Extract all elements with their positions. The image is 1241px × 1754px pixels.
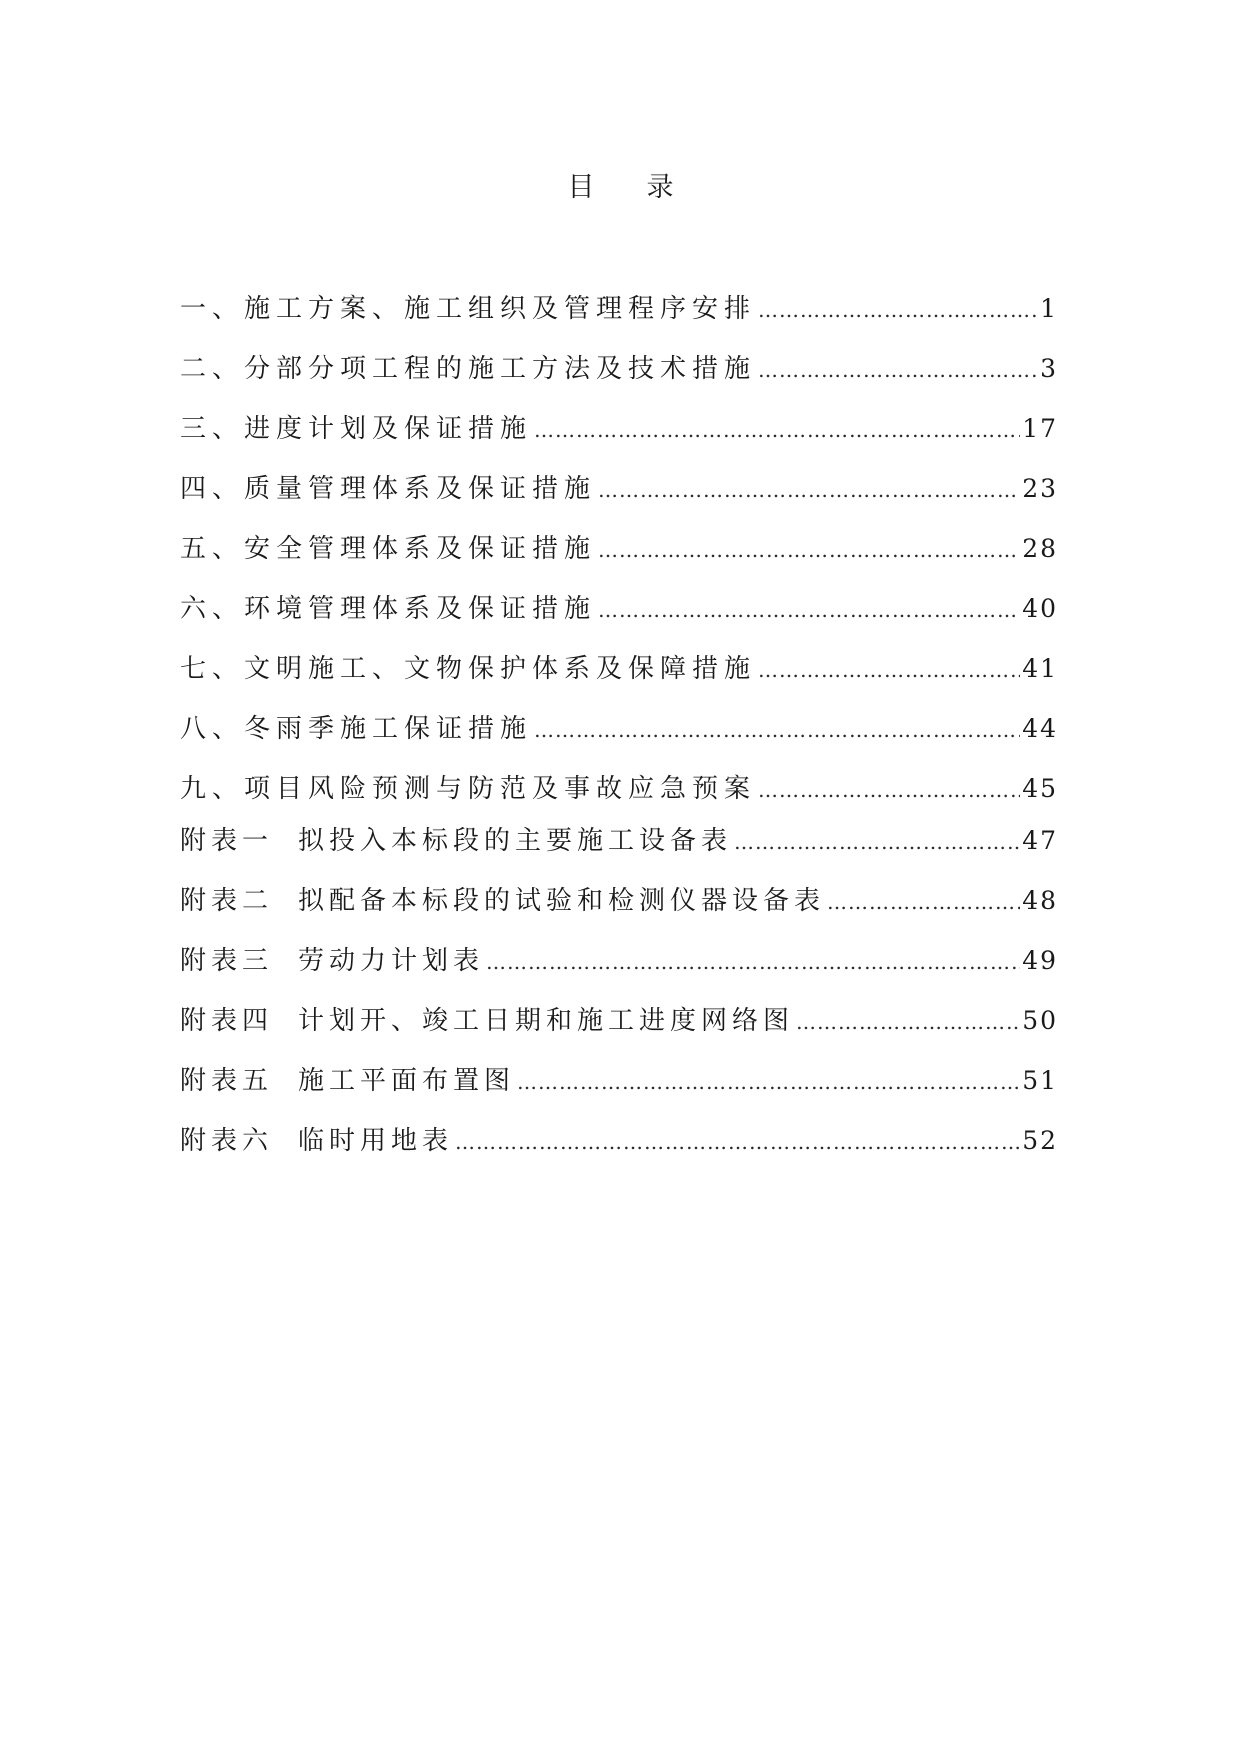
appendix-label: 附表五 [180, 1066, 274, 1096]
toc-entry-title: 项目风险预测与防范及事故应急预案 [244, 774, 757, 804]
toc-entry-page: 45 [1022, 774, 1058, 803]
dot-leader [598, 471, 1020, 509]
toc-entry-page: 41 [1022, 654, 1058, 683]
appendix-title: 拟配备本标段的试验和检测仪器设备表 [298, 886, 826, 916]
toc-entry-page: 40 [1022, 594, 1058, 623]
dot-leader [534, 711, 1020, 749]
dot-leader [734, 823, 1020, 861]
toc-entry-3[interactable] [180, 410, 1058, 470]
toc-entry-title: 施工方案、施工组织及管理程序安排 [244, 294, 757, 324]
table-of-contents [180, 290, 1058, 1182]
dot-leader [758, 651, 1020, 689]
toc-entry-number: 六、 [180, 594, 245, 624]
toc-entry-number: 一、 [180, 294, 245, 324]
toc-entry-5[interactable] [180, 530, 1058, 590]
appendix-title: 拟投入本标段的主要施工设备表 [298, 826, 733, 856]
toc-entry-page: 28 [1022, 534, 1058, 563]
appendix-label: 附表六 [180, 1126, 274, 1156]
toc-entry-number: 九、 [180, 774, 245, 804]
appendix-page: 47 [1022, 826, 1058, 855]
toc-entry-number: 三、 [180, 414, 245, 444]
appendix-title: 施工平面布置图 [298, 1066, 516, 1096]
toc-entry-title: 冬雨季施工保证措施 [244, 714, 533, 744]
appendix-title: 计划开、竣工日期和施工进度网络图 [298, 1006, 795, 1036]
toc-entry-number: 五、 [180, 534, 245, 564]
dot-leader [486, 943, 1020, 981]
toc-entry-title: 安全管理体系及保证措施 [244, 534, 597, 564]
toc-entry-page: 23 [1022, 474, 1058, 503]
toc-entry-title: 分部分项工程的施工方法及技术措施 [244, 354, 757, 384]
dot-leader [796, 1003, 1020, 1041]
toc-entry-number: 二、 [180, 354, 245, 384]
toc-appendix-3[interactable] [180, 942, 1058, 1002]
toc-entry-9[interactable] [180, 770, 1058, 822]
appendix-page: 50 [1022, 1006, 1058, 1035]
toc-entry-2[interactable] [180, 350, 1058, 410]
appendix-title: 临时用地表 [298, 1126, 454, 1156]
toc-entry-page: 44 [1022, 714, 1058, 743]
toc-appendix-5[interactable] [180, 1062, 1058, 1122]
dot-leader [827, 883, 1020, 921]
dot-leader [455, 1123, 1020, 1161]
toc-entry-8[interactable] [180, 710, 1058, 770]
toc-appendix-4[interactable] [180, 1002, 1058, 1062]
toc-entry-title: 环境管理体系及保证措施 [244, 594, 597, 624]
toc-entry-1[interactable] [180, 290, 1058, 350]
dot-leader [758, 291, 1038, 329]
page-title [0, 168, 1241, 208]
toc-entry-title: 进度计划及保证措施 [244, 414, 533, 444]
toc-entry-6[interactable] [180, 590, 1058, 650]
toc-appendix-1[interactable] [180, 822, 1058, 882]
toc-entry-number: 四、 [180, 474, 245, 504]
appendix-page: 48 [1022, 886, 1058, 915]
dot-leader [534, 411, 1020, 449]
appendix-page: 49 [1022, 946, 1058, 975]
toc-entry-number: 七、 [180, 654, 245, 684]
toc-entry-page: 1 [1040, 294, 1058, 323]
dot-leader [758, 351, 1038, 389]
dot-leader [758, 771, 1020, 809]
toc-entry-7[interactable] [180, 650, 1058, 710]
toc-entry-4[interactable] [180, 470, 1058, 530]
toc-entry-number: 八、 [180, 714, 245, 744]
dot-leader [598, 591, 1020, 629]
appendix-page: 52 [1022, 1126, 1058, 1155]
toc-entry-title: 质量管理体系及保证措施 [244, 474, 597, 504]
toc-entry-page: 17 [1022, 414, 1058, 443]
title-char-1: 目 [567, 172, 597, 203]
appendix-label: 附表一 [180, 826, 274, 856]
toc-entry-page: 3 [1040, 354, 1058, 383]
dot-leader [598, 531, 1020, 569]
appendix-page: 51 [1022, 1066, 1058, 1095]
appendix-title: 劳动力计划表 [298, 946, 485, 976]
toc-entry-title: 文明施工、文物保护体系及保障措施 [244, 654, 757, 684]
dot-leader [517, 1063, 1020, 1101]
appendix-label: 附表四 [180, 1006, 274, 1036]
appendix-label: 附表二 [180, 886, 274, 916]
appendix-label: 附表三 [180, 946, 274, 976]
title-char-2: 录 [646, 172, 676, 203]
toc-appendix-2[interactable] [180, 882, 1058, 942]
toc-appendix-6[interactable] [180, 1122, 1058, 1182]
